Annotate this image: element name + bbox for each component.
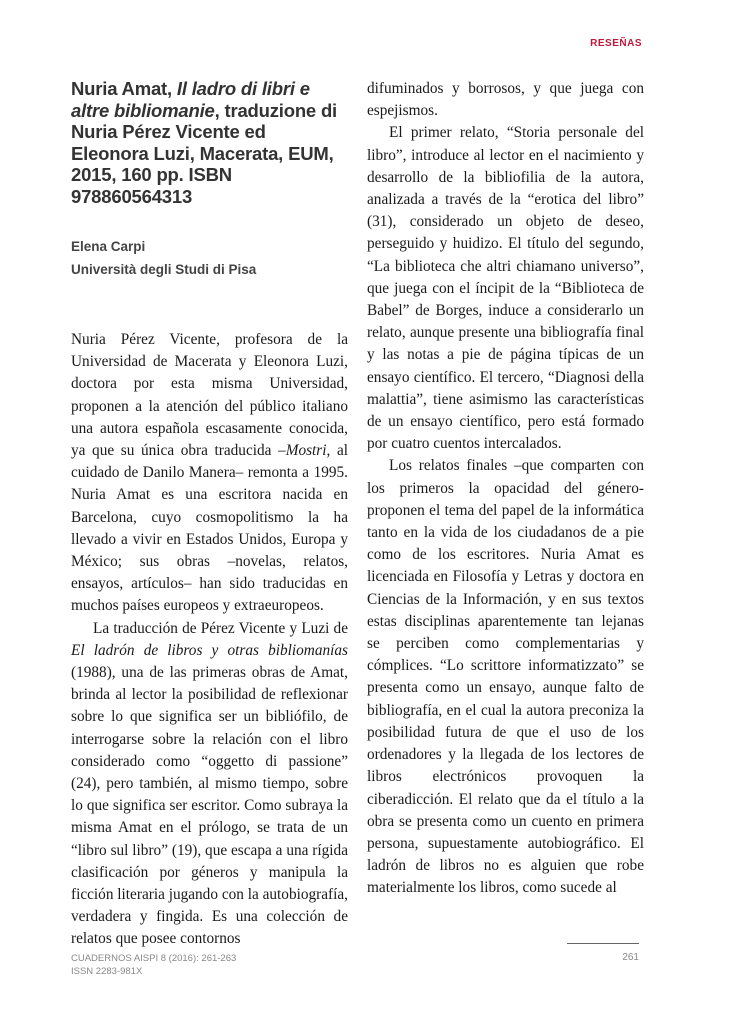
right-column	[367, 78, 644, 900]
left-column	[71, 78, 348, 951]
journal-issn: ISSN 2283-981X	[71, 966, 143, 977]
review-title	[71, 78, 348, 207]
title-work: Il ladro di libri e altre bibliomanie	[71, 78, 310, 121]
reviewer-affiliation: Università degli Studi di Pisa	[71, 262, 257, 277]
journal-citation: CUADERNOS AISPI 8 (2016): 261-263	[71, 953, 237, 964]
body-paragraph: El primer relato, “Storia personale del libro”, introduce al lector en el nacimiento y desarrollo de la bibliofilia de la autora, analizada a través de la “erotica del libro” (31), considerado un objeto de deseo, perseguido y huidizo. El título del segundo, “La biblioteca che altri chiamano universo”, que juega con el íncipit de la “Biblioteca de Babel” de Borges, induce a considerarlo un relato, aunque presente una bibliografía final y las notas a pie de página típicas de un ensayo científico. El tercero, “Diagnosi della malattia”, tiene asimismo las características de un ensayo científico, pero está formado por cuatro cuentos intercalados.	[367, 124, 644, 453]
italic-title: El ladrón de libros y otras bibliomanías	[71, 641, 348, 659]
body-paragraph	[71, 329, 348, 618]
journal-footer	[71, 952, 236, 978]
body-paragraph	[71, 618, 348, 951]
page-number: 261	[622, 952, 639, 963]
paragraph-text: Nuria Pérez Vicente, profesora de la Universidad de Macerata y Eleonora Luzi, doctora por esta misma Universidad, proponen a la atención del público italiano una autora española escasamente conocida, ya que su única obra traducida –	[71, 331, 348, 460]
body-paragraph: Los relatos finales –que comparten con los primeros la opacidad del género- proponen el tema del papel de la informática tanto en la vida de los ciudadanos de a pie como de los escritores. Nuria Amat es licenciada en Filosofía y Letras y doctora en Ciencias de la Información, y en sus textos estas disciplinas aparentemente tan lejanas se perciben como complementarias y cómplices. “Lo scrittore informatizzato” se presenta como un ensayo, aunque falto de bibliografía, en el cual la autora preconiza la posibilidad futura de que el uso de los ordenadores y la llegada de los lectores de libros electrónicos provoquen la ciberadicción. El relato que da el título a la obra se presenta como un cuento en primera persona, supuestamente autobiográfico. El ladrón de libros no es alguien que robe materialmente los libros, como sucede al	[367, 457, 644, 897]
reviewer-name: Elena Carpi	[71, 239, 146, 254]
paragraph-text: (1988), una de las primeras obras de Amat, brinda al lector la posibilidad de reflexionar sobre lo que significa ser un bibliófilo, de interrogarse sobre la relación con el libro considerado como “oggetto di passione” (24), pero también, al mismo tiempo, sobre lo que significa ser escritor. Como subraya la misma Amat en el prólogo, se trata de un “libro sul libro” (19), que escapa a una rígida clasificación por géneros y manipula la ficción literaria jugando con la autobiografía, verdadera y fingida. Es una colección de relatos que posee contornos	[71, 664, 348, 948]
footer-divider	[567, 943, 639, 944]
section-label: RESEÑAS	[590, 38, 642, 49]
italic-title: Mostri	[285, 442, 327, 460]
title-author: Nuria Amat,	[71, 78, 177, 99]
title-details: , traduzione di Nuria Pérez Vicente ed Eleonora Luzi, Macerata, EUM, 2015, 160 pp. ISBN 978860564313	[71, 99, 337, 207]
paragraph-text: , al cuidado de Danilo Manera– remonta a 1995. Nuria Amat es una escritora nacida en Barcelona, cuyo cosmopolitismo la ha llevado a vivir en Estados Unidos, Europa y México; sus obras –novelas, relatos, ensayos, artículos– han sido traducidas en muchos países europeos y extraeuropeos.	[71, 442, 348, 615]
paragraph-text: La traducción de Pérez Vicente y Luzi de	[93, 619, 348, 637]
reviewer-block	[71, 235, 348, 281]
body-paragraph: difuminados y borrosos, y que juega con espejismos.	[367, 80, 644, 120]
